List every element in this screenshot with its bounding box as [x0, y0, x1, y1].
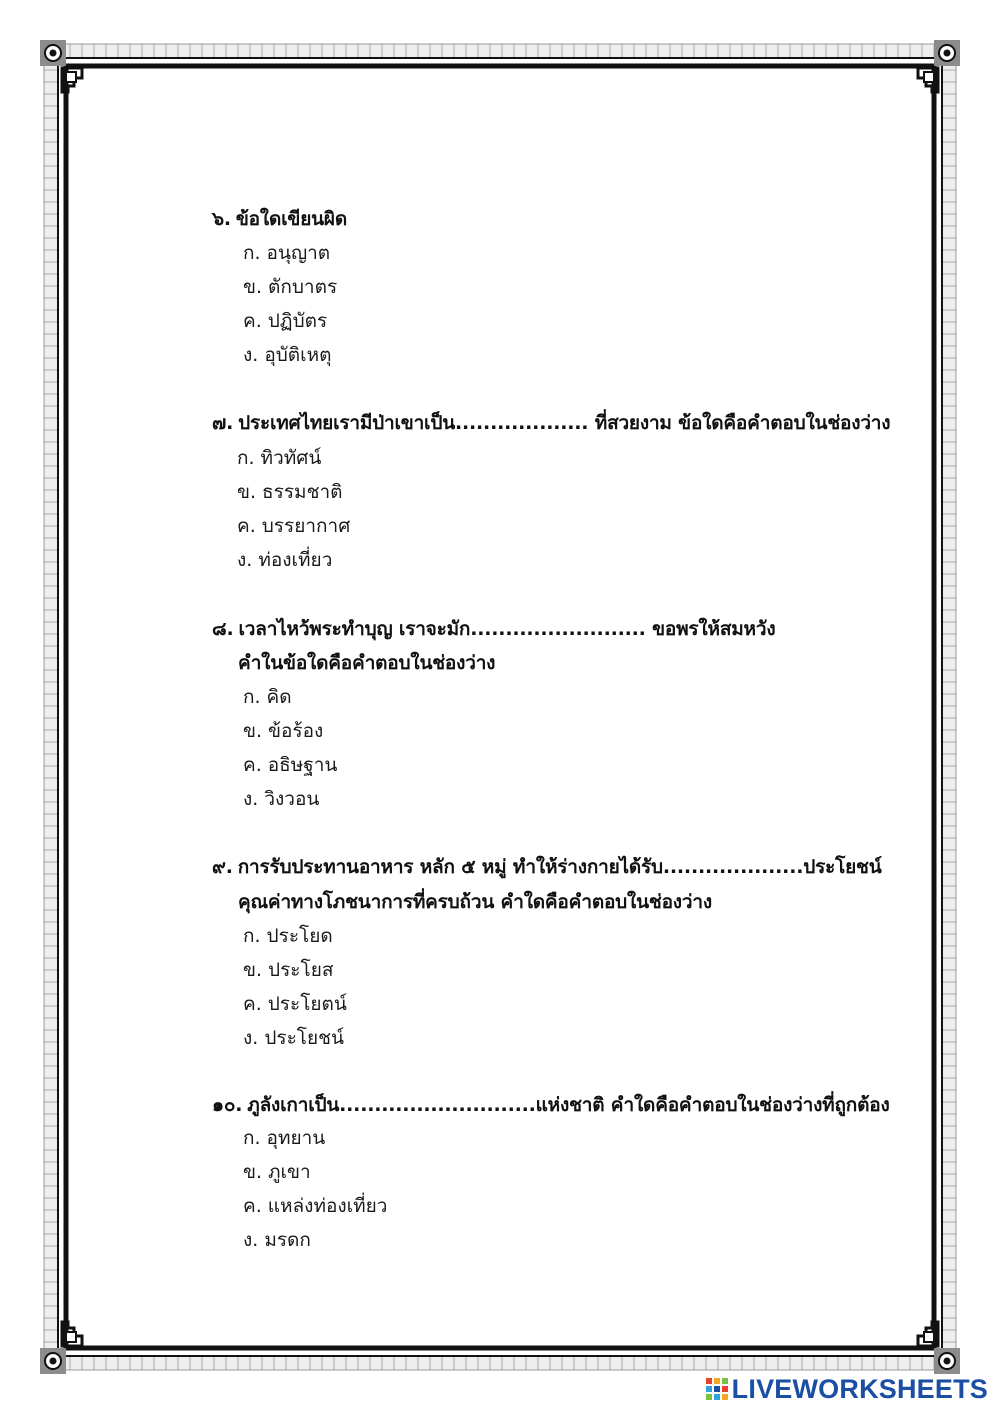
option-text: อุทยาน	[266, 1127, 326, 1149]
option-text: ประโยส	[268, 959, 334, 981]
option-text: อธิษฐาน	[267, 754, 338, 776]
liveworksheets-wordmark: LIVEWORKSHEETS	[731, 1373, 988, 1404]
option-text: ธรรมชาติ	[262, 481, 343, 503]
question-6-option-a[interactable]	[243, 241, 330, 265]
question-6-option-c[interactable]	[243, 309, 327, 333]
option-label: ข.	[243, 276, 263, 298]
question-number: ๑๐.	[212, 1094, 243, 1116]
option-label: ค.	[243, 754, 262, 776]
option-text: ภูเขา	[268, 1161, 311, 1183]
question-10-option-b[interactable]	[243, 1160, 311, 1184]
option-text: ปฏิบัตร	[267, 310, 328, 332]
question-line: การรับประทานอาหาร หลัก ๕ หมู่ ทำให้ร่างกายได้รับ....................ประโยชน์	[237, 856, 882, 878]
option-text: ประโยด	[266, 925, 333, 947]
option-label: ค.	[243, 993, 262, 1015]
option-text: ประโยตน์	[267, 993, 347, 1015]
option-label: ก.	[237, 447, 255, 469]
question-number: ๗.	[212, 412, 234, 434]
option-label: ก.	[243, 242, 261, 264]
question-8-option-b[interactable]	[243, 719, 323, 743]
liveworksheets-logo-icon	[706, 1378, 728, 1400]
liveworksheets-branding[interactable]	[706, 1374, 988, 1404]
question-6-option-d[interactable]	[243, 343, 332, 367]
option-text: วิงวอน	[264, 788, 320, 810]
option-text: มรดก	[264, 1229, 311, 1251]
option-text: อุบัติเหตุ	[264, 344, 332, 366]
option-text: คิด	[266, 686, 292, 708]
option-text: ทิวทัศน์	[260, 447, 322, 469]
question-10-text	[212, 1093, 890, 1117]
option-label: ก.	[243, 686, 261, 708]
option-label: ข.	[243, 1161, 263, 1183]
question-6-option-b[interactable]	[243, 275, 337, 299]
question-10-option-c[interactable]	[243, 1194, 387, 1218]
question-10-option-d[interactable]	[243, 1228, 311, 1252]
question-9-option-a[interactable]	[243, 924, 333, 948]
option-label: ก.	[243, 925, 261, 947]
question-9-option-d[interactable]	[243, 1026, 344, 1050]
question-number: ๖.	[212, 208, 231, 230]
question-10-option-a[interactable]	[243, 1126, 325, 1150]
option-label: ค.	[243, 1195, 262, 1217]
option-text: แหล่งท่องเที่ยว	[267, 1195, 388, 1217]
option-label: ก.	[243, 1127, 261, 1149]
question-8-text-line-2: คำในข้อใดคือคำตอบในช่องว่าง	[238, 652, 496, 674]
option-label: ง.	[243, 344, 259, 366]
question-line: ประเทศไทยเรามีป่าเขาเป็น................... ที่สวยงาม ข้อใดคือคำตอบในช่องว่าง	[238, 412, 891, 434]
option-label: ข.	[237, 481, 257, 503]
question-8-option-a[interactable]	[243, 685, 292, 709]
option-text: อนุญาต	[266, 242, 331, 264]
question-7-option-a[interactable]	[237, 446, 321, 470]
question-7-option-b[interactable]	[237, 480, 342, 504]
question-line: ภูลังเกาเป็น............................แห่งชาติ คำใดคือคำตอบในช่องว่างที่ถูกต้อง	[247, 1094, 890, 1116]
question-number: ๙.	[212, 856, 233, 878]
question-number: ๘.	[212, 618, 234, 640]
question-7-text	[212, 411, 890, 435]
option-label: ง.	[243, 1027, 259, 1049]
question-8-text	[212, 617, 775, 641]
option-label: ง.	[243, 1229, 259, 1251]
question-9-option-c[interactable]	[243, 992, 347, 1016]
question-7-option-c[interactable]	[237, 514, 350, 538]
option-label: ง.	[237, 549, 253, 571]
question-9-text	[212, 855, 882, 879]
option-label: ข.	[243, 959, 263, 981]
question-8-option-c[interactable]	[243, 753, 337, 777]
option-label: ง.	[243, 788, 259, 810]
option-text: ข้อร้อง	[268, 720, 324, 742]
option-label: ค.	[237, 515, 256, 537]
question-7-option-d[interactable]	[237, 548, 332, 572]
question-6-text	[212, 207, 347, 231]
option-label: ข.	[243, 720, 263, 742]
question-9-text-line-2: คุณค่าทางโภชนาการที่ครบถ้วน คำใดคือคำตอบในช่องว่าง	[238, 891, 712, 913]
question-9-option-b[interactable]	[243, 958, 333, 982]
option-text: ประโยชน์	[264, 1027, 345, 1049]
option-text: บรรยากาศ	[261, 515, 351, 537]
option-text: ท่องเที่ยว	[258, 549, 333, 571]
option-text: ตักบาตร	[268, 276, 338, 298]
option-label: ค.	[243, 310, 262, 332]
question-line: เวลาไหว้พระทำบุญ เราจะมัก......................... ขอพรให้สมหวัง	[238, 618, 776, 640]
question-8-option-d[interactable]	[243, 787, 319, 811]
question-line: ข้อใดเขียนผิด	[235, 208, 347, 230]
